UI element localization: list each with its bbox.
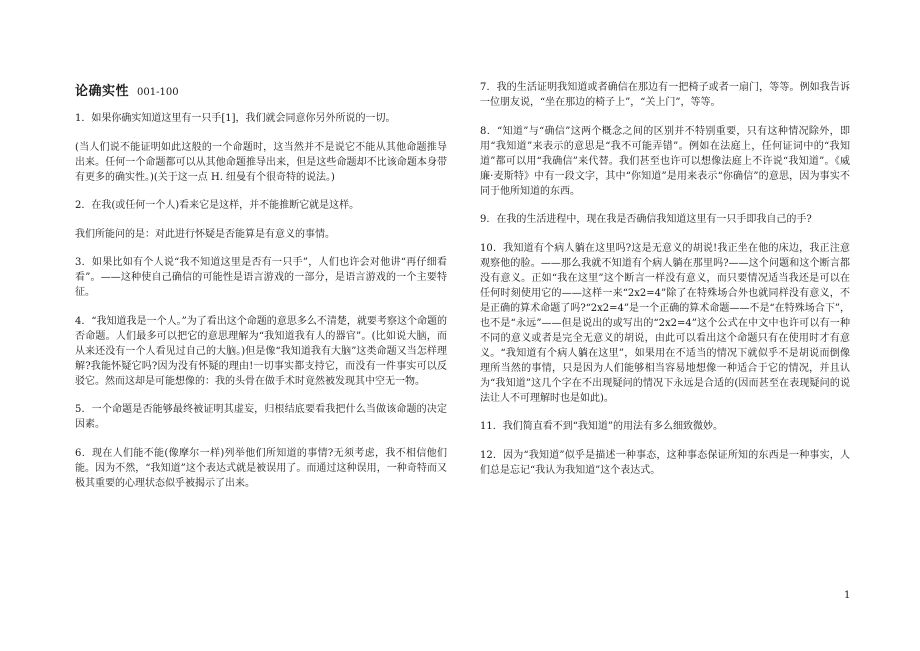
paragraph-6: 6．现在人们能不能(像摩尔一样)列举他们所知道的事情?无须考虑，我不相信他们能。因为不然，“我知道”这个表达式就是被误用了。而通过这种误用，一种奇特而又极其重要的心理状态似乎被揭示了出来。 <box>75 447 447 489</box>
paragraph-1-note: (当人们说不能证明如此这般的一个命题时，这当然并不是说它不能从其他命题推导出来。任何一个命题都可以从其他命题推导出来，但是这些命题却不比该命题本身带有更多的确实性。)(关于这一点 H. 纽曼有个很奇特的说法。) <box>75 141 447 183</box>
paragraph-7: 7．我的生活证明我知道或者确信在那边有一把椅子或者一扇门，等等。例如我告诉一位朋友说，“坐在那边的椅子上”，“关上门”，等等。 <box>480 82 850 108</box>
paragraph-9: 9．在我的生活进程中，现在我是否确信我知道这里有一只手即我自己的手? <box>480 214 812 225</box>
section-range: 001-100 <box>137 87 179 98</box>
document-title: 论确实性 <box>75 84 130 99</box>
paragraph-10: 10．我知道有个病人躺在这里吗?这是无意义的胡说!我正坐在他的床边，我正注意观察他的脸。——那么我就不知道有个病人躺在那里吗?——这个问题和这个断言都没有意义。正如“我在这里”这个断言一样没有意义，而只要情况适当我还是可以在任何时刻使用它的——这样一来“2x2=4”除了在特殊场合外也就同样没有意义，不是正确的算术命题了吗?“2x2=4”是一个正确的算术命题——不是“在特殊场合下”，也不是“永远”——但是说出的或写出的“2x2=4”这个公式在中文中也许可以有一种不同的意义或者是完全无意义的胡说，由此可以看出这个命题只有在使用时才有意义。“我知道有个病人躺在这里”，如果用在不适当的情况下就似乎不是胡说而倒像理所当然的事情，只是因为人们能够相当容易地想像一种适合于它的情况，并且认为“我知道”这几个字在不出现疑问的情况下永远是合适的(因而甚至在表现疑问的说法让人不可理解时也是如此)。 <box>480 242 850 404</box>
paragraph-4: 4．“我知道我是一个人。”为了看出这个命题的意思多么不清楚，就要考察这个命题的否命题。人们最多可以把它的意思理解为“我知道我有人的器官”。(比如说大脑，而从来还没有一个人看见过自己的大脑。)但是像“我知道我有大脑”这类命题又当怎样理解?我能怀疑它吗?因为没有怀疑的理由!一切事实都支持它，而没有一件事实可以反驳它。然而这却是可能想像的：我的头骨在做手术时竟然被发现其中空无一物。 <box>75 315 447 387</box>
left-column <box>75 80 447 504</box>
right-column <box>480 80 850 491</box>
paragraph-1: 1．如果你确实知道这里有一只手[1]，我们就会同意你另外所说的一切。 <box>75 113 396 124</box>
paragraph-8: 8．“知道”与“确信”这两个概念之间的区别并不特别重要，只有这种情况除外，即用“我知道”来表示的意思是“我不可能弄错”。例如在法庭上，任何证词中的“我知道”都可以用“我确信”来代替。我们甚至也许可以想像法庭上不许说“我知道”。《威廉·麦斯特》中有一段文字，其中“你知道”是用来表示“你确信”的意思，因为事实不同于他所知道的东西。 <box>480 125 850 197</box>
paragraph-5: 5．一个命题是否能够最终被证明其虚妄，归根结底要看我把什么当做该命题的决定因素。 <box>75 404 447 430</box>
paragraph-11: 11．我们简直看不到“我知道”的用法有多么细致微妙。 <box>480 421 723 432</box>
paragraph-2-note: 我们所能问的是：对此进行怀疑是否能算是有意义的事情。 <box>75 228 335 240</box>
page-number: 1 <box>844 590 851 601</box>
paragraph-12: 12．因为“我知道”似乎是描述一种事态，这种事态保证所知的东西是一种事实，人们总是忘记“我认为我知道”这个表达式。 <box>480 449 850 476</box>
paragraph-3: 3．如果比如有个人说“我不知道这里是否有一只手”，人们也许会对他讲“再仔细看看”。——这种使自己确信的可能性是语言游戏的一部分，是语言游戏的一个主要特征。 <box>75 257 447 298</box>
heading <box>75 80 447 99</box>
paragraph-2: 2．在我(或任何一个人)看来它是这样，并不能推断它就是这样。 <box>75 200 360 211</box>
